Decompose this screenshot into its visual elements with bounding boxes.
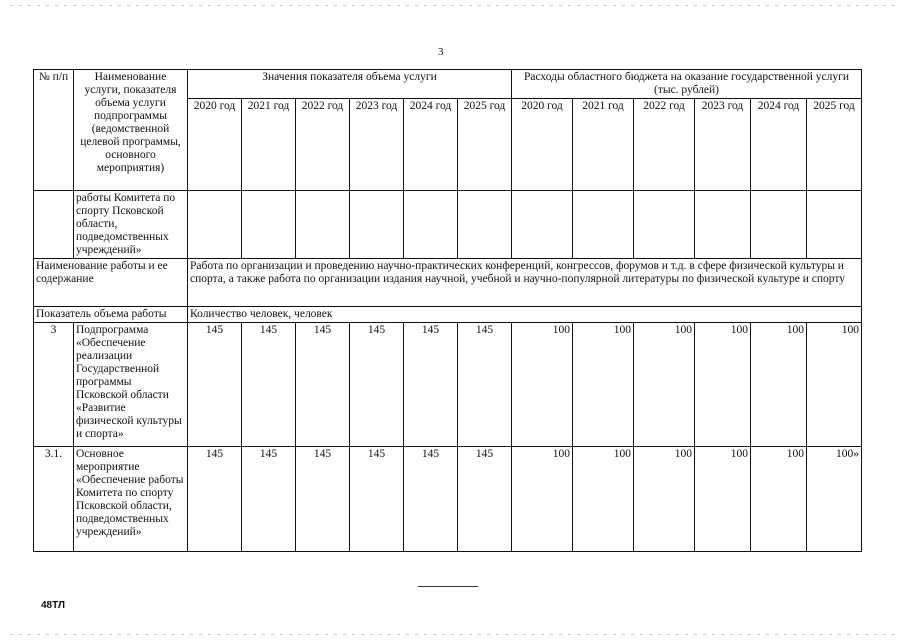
header-num-cell: № п/п bbox=[34, 70, 74, 191]
row-expense: 100 bbox=[573, 323, 634, 447]
expense-year-header: 2022 год bbox=[634, 99, 695, 191]
row-name: Основное мероприятие «Обеспечение работы Комитета по спорту Псковской области, подведомственных учреждений» bbox=[74, 447, 188, 552]
row-value: 145 bbox=[404, 323, 458, 447]
header-values-group: Значения показателя объема услуги bbox=[188, 70, 512, 99]
footer-divider bbox=[418, 586, 478, 587]
table-row bbox=[34, 447, 862, 552]
row-value: 145 bbox=[404, 447, 458, 552]
value-year-header: 2025 год bbox=[458, 99, 512, 191]
footer-code: 48ТЛ bbox=[41, 600, 65, 611]
row-expense: 100 bbox=[807, 323, 862, 447]
scan-noise-top bbox=[10, 5, 895, 6]
row-expense: 100 bbox=[695, 447, 751, 552]
work-name-row bbox=[34, 259, 862, 307]
value-year-header: 2022 год bbox=[296, 99, 350, 191]
scan-noise-bottom bbox=[10, 634, 895, 635]
row-value: 145 bbox=[242, 323, 296, 447]
expense-year-header: 2021 год bbox=[573, 99, 634, 191]
value-year-header: 2020 год bbox=[188, 99, 242, 191]
row-value: 145 bbox=[350, 323, 404, 447]
table-cell bbox=[458, 191, 512, 259]
table-cell bbox=[634, 191, 695, 259]
table-cell bbox=[350, 191, 404, 259]
row-num: 3 bbox=[34, 323, 74, 447]
continuation-row bbox=[34, 191, 862, 259]
row-expense: 100 bbox=[512, 323, 573, 447]
header-row bbox=[34, 70, 862, 99]
row-expense: 100 bbox=[573, 447, 634, 552]
table-cell bbox=[695, 191, 751, 259]
table-cell bbox=[34, 191, 74, 259]
expense-year-header: 2023 год bbox=[695, 99, 751, 191]
budget-table bbox=[33, 69, 862, 552]
work-name-label: Наименование работы и ее содержание bbox=[34, 259, 188, 307]
expense-year-header: 2024 год bbox=[751, 99, 807, 191]
table-row bbox=[34, 323, 862, 447]
table-cell bbox=[188, 191, 242, 259]
row-value: 145 bbox=[188, 323, 242, 447]
row-value: 145 bbox=[296, 323, 350, 447]
table-cell bbox=[242, 191, 296, 259]
expense-year-header: 2025 год bbox=[807, 99, 862, 191]
row-expense: 100» bbox=[807, 447, 862, 552]
header-expenses-group: Расходы областного бюджета на оказание государственной услуги (тыс. рублей) bbox=[512, 70, 862, 99]
indicator-row bbox=[34, 307, 862, 323]
row-expense: 100 bbox=[634, 447, 695, 552]
page-number: 3 bbox=[438, 46, 444, 58]
value-year-header: 2021 год bbox=[242, 99, 296, 191]
work-name-value: Работа по организации и проведению научно-практических конференций, конгрессов, форумов и т.д. в сфере физической культуры и спорта, а также работа по организации издания научной, учебной и научно-популярной литературы по физической культуре и спорту bbox=[188, 259, 862, 307]
row-value: 145 bbox=[350, 447, 404, 552]
row-name: Подпрограмма «Обеспечение реализации Государственной программы Псковской области «Развитие физической культуры и спорта» bbox=[74, 323, 188, 447]
row-expense: 100 bbox=[751, 447, 807, 552]
continuation-text: работы Комитета по спорту Псковской области, подведомственных учреждений» bbox=[74, 191, 188, 259]
table-cell bbox=[404, 191, 458, 259]
table-cell bbox=[751, 191, 807, 259]
table-cell bbox=[807, 191, 862, 259]
row-value: 145 bbox=[296, 447, 350, 552]
indicator-value: Количество человек, человек bbox=[188, 307, 862, 323]
indicator-label: Показатель объема работы bbox=[34, 307, 188, 323]
row-value: 145 bbox=[242, 447, 296, 552]
table-cell bbox=[512, 191, 573, 259]
row-expense: 100 bbox=[695, 323, 751, 447]
value-year-header: 2024 год bbox=[404, 99, 458, 191]
row-expense: 100 bbox=[512, 447, 573, 552]
row-value: 145 bbox=[188, 447, 242, 552]
header-name-cell: Наименование услуги, показателя объема услуги подпрограммы (ведомственной целевой программы, основного мероприятия) bbox=[74, 70, 188, 191]
value-year-header: 2023 год bbox=[350, 99, 404, 191]
row-expense: 100 bbox=[634, 323, 695, 447]
row-expense: 100 bbox=[751, 323, 807, 447]
row-num: 3.1. bbox=[34, 447, 74, 552]
row-value: 145 bbox=[458, 323, 512, 447]
row-value: 145 bbox=[458, 447, 512, 552]
table-cell bbox=[296, 191, 350, 259]
table-cell bbox=[573, 191, 634, 259]
expense-year-header: 2020 год bbox=[512, 99, 573, 191]
